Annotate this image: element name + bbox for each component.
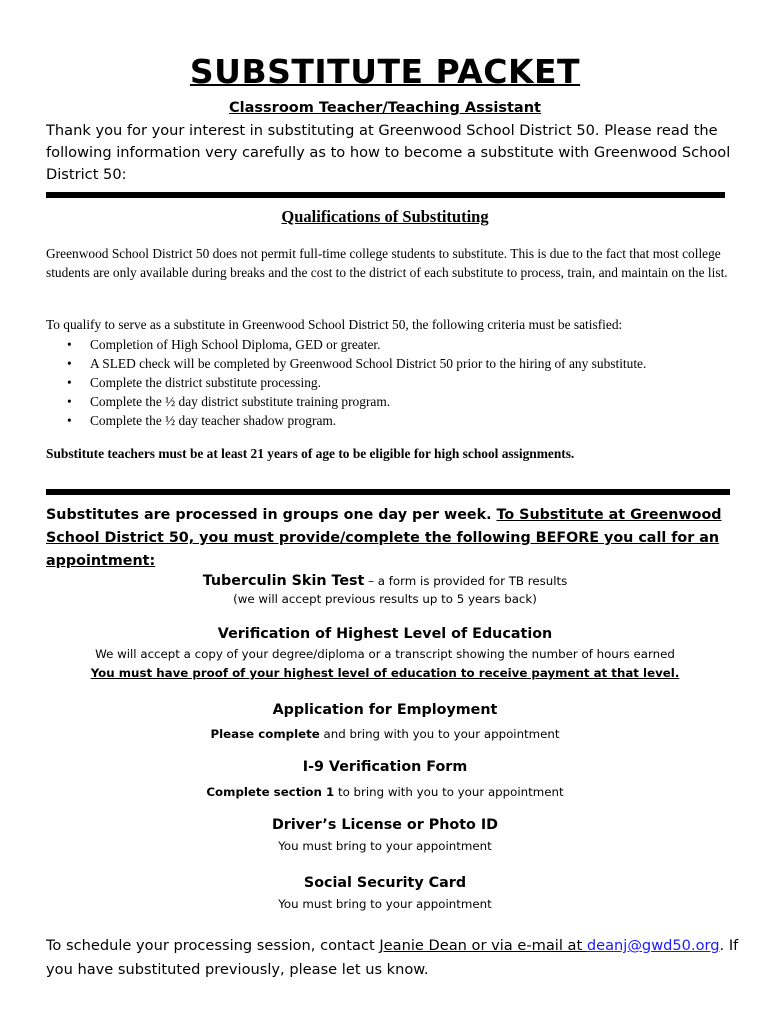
criteria-item: • A SLED check will be completed by Greenwood School District 50 prior to the hiring of any substitute. <box>46 354 746 373</box>
req-education-title: Verification of Highest Level of Education <box>217 626 553 642</box>
req-tb-title: Tuberculin Skin Test <box>202 573 365 589</box>
closing-after: . If you have substituted previously, please let us know. <box>46 937 739 978</box>
req-application-title: Application for Employment <box>272 702 498 718</box>
req-license-note: You must bring to your appointment <box>278 839 492 853</box>
req-education-note: We will accept a copy of your degree/diploma or a transcript showing the number of hours earned <box>95 647 675 661</box>
req-application-bold: Please complete <box>210 727 320 741</box>
processing-emphasis: To Substitute at Greenwood School District 50, you must provide/complete the following BEFORE you call for an appointment: <box>46 507 722 569</box>
criteria-item: • Complete the district substitute processing. <box>46 373 746 392</box>
req-tb-note2: (we will accept previous results up to 5 years back) <box>233 592 537 606</box>
req-i9-line <box>0 781 770 800</box>
section-divider-bottom <box>46 489 730 495</box>
criteria-item: • Completion of High School Diploma, GED or greater. <box>46 335 746 354</box>
criteria-item: • Complete the ½ day district substitute training program. <box>46 392 746 411</box>
page-subtitle: Classroom Teacher/Teaching Assistant <box>229 100 541 116</box>
college-students-paragraph: Greenwood School District 50 does not permit full-time college students to substitute. This is due to the fact that most college students are only available during breaks and the cost to the district of each substitute to process, train, and maintain on the list. <box>46 246 728 280</box>
age-requirement: Substitute teachers must be at least 21 years of age to be eligible for high school assignments. <box>46 446 575 461</box>
closing-paragraph <box>46 934 746 982</box>
qualifications-heading: Qualifications of Substituting <box>281 207 489 226</box>
processing-paragraph <box>46 504 736 573</box>
req-application-note: and bring with you to your appointment <box>319 727 560 741</box>
section-divider-top <box>46 192 725 198</box>
req-i9-note: to bring with you to your appointment <box>334 785 564 799</box>
closing-contact: Jeanie Dean or via e-mail at <box>379 937 587 954</box>
criteria-item: • Complete the ½ day teacher shadow program. <box>46 411 746 430</box>
criteria-list <box>46 335 746 430</box>
req-tb-note: – a form is provided for TB results <box>364 574 568 588</box>
contact-email-link[interactable]: deanj@gwd50.org <box>586 937 720 954</box>
closing-before: To schedule your processing session, contact <box>46 937 380 954</box>
req-application-line <box>0 723 770 742</box>
req-education-strong: You must have proof of your highest level of education to receive payment at that level. <box>90 666 680 680</box>
req-i9-bold: Complete section 1 <box>206 785 335 799</box>
page-title: SUBSTITUTE PACKET <box>189 52 581 91</box>
req-i9-title: I-9 Verification Form <box>302 759 468 775</box>
req-ssn-title: Social Security Card <box>303 875 467 891</box>
criteria-intro: To qualify to serve as a substitute in Greenwood School District 50, the following criteria must be satisfied: <box>46 317 623 332</box>
req-ssn-note: You must bring to your appointment <box>278 897 492 911</box>
processing-lead: Substitutes are processed in groups one day per week. <box>46 507 497 523</box>
req-license-title: Driver’s License or Photo ID <box>271 817 499 833</box>
req-tb <box>0 570 770 589</box>
intro-paragraph: Thank you for your interest in substituting at Greenwood School District 50. Please read the following information very carefully as to how to become a substitute with Greenwood School District 50: <box>46 122 731 183</box>
